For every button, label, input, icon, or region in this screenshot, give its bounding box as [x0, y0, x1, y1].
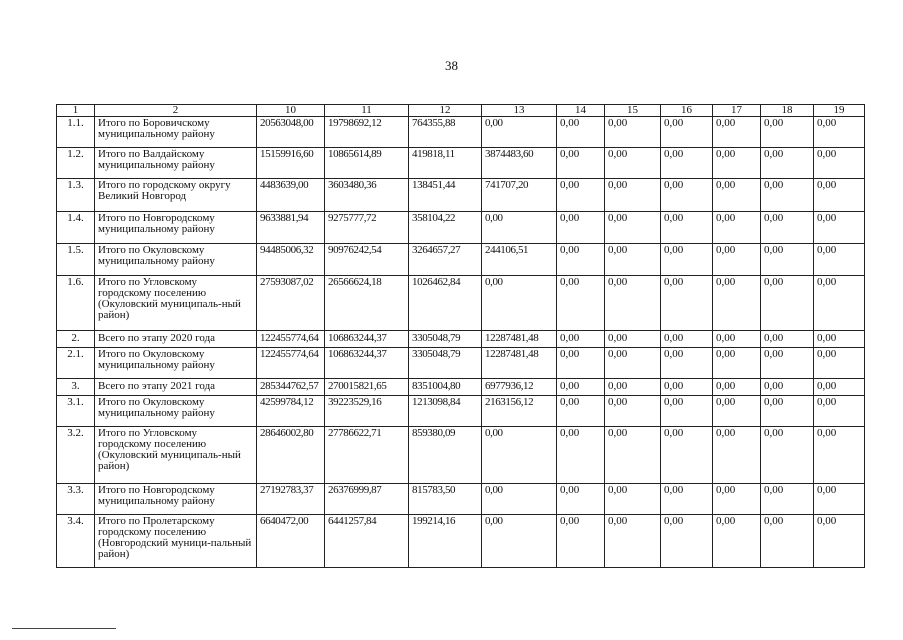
value-cell: 0,00: [761, 331, 814, 348]
row-number: 1.1.: [57, 117, 95, 148]
value-cell: 0,00: [661, 148, 713, 179]
value-cell: 90976242,54: [325, 244, 409, 276]
header-cell: 11: [325, 105, 409, 117]
value-cell: 0,00: [605, 331, 661, 348]
value-cell: 106863244,37: [325, 331, 409, 348]
value-cell: 9275777,72: [325, 212, 409, 244]
value-cell: 6640472,00: [257, 515, 325, 568]
value-cell: 3305048,79: [409, 348, 482, 379]
value-cell: 358104,22: [409, 212, 482, 244]
value-cell: 106863244,37: [325, 348, 409, 379]
value-cell: 0,00: [761, 515, 814, 568]
value-cell: 0,00: [557, 117, 605, 148]
value-cell: 0,00: [814, 276, 865, 331]
value-cell: 0,00: [761, 117, 814, 148]
value-cell: 0,00: [605, 212, 661, 244]
value-cell: 28646002,80: [257, 427, 325, 484]
row-name: Всего по этапу 2021 года: [95, 379, 257, 396]
value-cell: 0,00: [661, 396, 713, 427]
value-cell: 0,00: [761, 179, 814, 212]
value-cell: 0,00: [482, 276, 557, 331]
value-cell: 0,00: [661, 484, 713, 515]
row-name: Итого по Валдайскому муниципальному району: [95, 148, 257, 179]
value-cell: 27192783,37: [257, 484, 325, 515]
header-cell: 19: [814, 105, 865, 117]
value-cell: 27593087,02: [257, 276, 325, 331]
value-cell: 0,00: [605, 148, 661, 179]
value-cell: 0,00: [661, 244, 713, 276]
header-cell: 2: [95, 105, 257, 117]
value-cell: 0,00: [761, 427, 814, 484]
value-cell: 0,00: [557, 379, 605, 396]
value-cell: 9633881,94: [257, 212, 325, 244]
value-cell: 0,00: [661, 348, 713, 379]
value-cell: 0,00: [605, 484, 661, 515]
row-name: Итого по Окуловскому муниципальному району: [95, 396, 257, 427]
value-cell: 27786622,71: [325, 427, 409, 484]
value-cell: 0,00: [482, 484, 557, 515]
value-cell: 0,00: [761, 348, 814, 379]
value-cell: 0,00: [713, 379, 761, 396]
value-cell: 0,00: [713, 276, 761, 331]
table-row: [57, 484, 865, 515]
value-cell: 6441257,84: [325, 515, 409, 568]
page-number: 38: [445, 58, 458, 73]
value-cell: 0,00: [661, 212, 713, 244]
data-table: [56, 104, 865, 568]
value-cell: 0,00: [713, 179, 761, 212]
value-cell: 0,00: [761, 212, 814, 244]
value-cell: 0,00: [713, 396, 761, 427]
table-row: [57, 179, 865, 212]
table-row: [57, 212, 865, 244]
value-cell: 199214,16: [409, 515, 482, 568]
row-number: 3.3.: [57, 484, 95, 515]
value-cell: 12287481,48: [482, 331, 557, 348]
value-cell: 12287481,48: [482, 348, 557, 379]
table-row: [57, 379, 865, 396]
row-number: 2.1.: [57, 348, 95, 379]
value-cell: 138451,44: [409, 179, 482, 212]
value-cell: 2163156,12: [482, 396, 557, 427]
row-name: Итого по Угловскому городскому поселению (Окуловский муниципаль-ный район): [95, 276, 257, 331]
value-cell: 0,00: [814, 212, 865, 244]
value-cell: 0,00: [713, 331, 761, 348]
row-name: Итого по Новгородскому муниципальному району: [95, 484, 257, 515]
row-name: Итого по Окуловскому муниципальному району: [95, 244, 257, 276]
value-cell: 0,00: [713, 484, 761, 515]
row-name: Итого по городскому округу Великий Новгород: [95, 179, 257, 212]
value-cell: 0,00: [814, 427, 865, 484]
row-name: Итого по Пролетарскому городскому поселению (Новгородский муници-пальный район): [95, 515, 257, 568]
value-cell: 244106,51: [482, 244, 557, 276]
value-cell: 0,00: [605, 427, 661, 484]
value-cell: 815783,50: [409, 484, 482, 515]
value-cell: 0,00: [814, 348, 865, 379]
row-number: 3.: [57, 379, 95, 396]
header-cell: 16: [661, 105, 713, 117]
row-name: Итого по Окуловскому муниципальному району: [95, 348, 257, 379]
value-cell: 0,00: [605, 396, 661, 427]
value-cell: 0,00: [761, 484, 814, 515]
value-cell: 94485006,32: [257, 244, 325, 276]
row-name: Итого по Боровичскому муниципальному району: [95, 117, 257, 148]
value-cell: 3264657,27: [409, 244, 482, 276]
value-cell: 1213098,84: [409, 396, 482, 427]
value-cell: 26566624,18: [325, 276, 409, 331]
value-cell: 0,00: [605, 379, 661, 396]
value-cell: 0,00: [661, 179, 713, 212]
value-cell: 0,00: [482, 515, 557, 568]
value-cell: 0,00: [814, 484, 865, 515]
row-name: Всего по этапу 2020 года: [95, 331, 257, 348]
row-number: 1.3.: [57, 179, 95, 212]
value-cell: 39223529,16: [325, 396, 409, 427]
value-cell: 0,00: [814, 515, 865, 568]
value-cell: 0,00: [557, 427, 605, 484]
value-cell: 859380,09: [409, 427, 482, 484]
value-cell: 3874483,60: [482, 148, 557, 179]
header-cell: 14: [557, 105, 605, 117]
value-cell: 0,00: [482, 117, 557, 148]
value-cell: 0,00: [761, 396, 814, 427]
value-cell: 0,00: [713, 117, 761, 148]
value-cell: 0,00: [605, 117, 661, 148]
value-cell: 0,00: [557, 515, 605, 568]
table-row: [57, 148, 865, 179]
table-row: [57, 427, 865, 484]
value-cell: 0,00: [557, 179, 605, 212]
value-cell: 0,00: [482, 212, 557, 244]
value-cell: 26376999,87: [325, 484, 409, 515]
value-cell: 285344762,57: [257, 379, 325, 396]
value-cell: 0,00: [814, 117, 865, 148]
value-cell: 3603480,36: [325, 179, 409, 212]
value-cell: 0,00: [661, 515, 713, 568]
table-row: [57, 117, 865, 148]
table-row: [57, 276, 865, 331]
row-number: 1.4.: [57, 212, 95, 244]
value-cell: 0,00: [814, 379, 865, 396]
row-number: 1.2.: [57, 148, 95, 179]
header-cell: 1: [57, 105, 95, 117]
value-cell: 3305048,79: [409, 331, 482, 348]
value-cell: 0,00: [661, 276, 713, 331]
header-cell: 15: [605, 105, 661, 117]
row-number: 3.2.: [57, 427, 95, 484]
value-cell: 0,00: [761, 148, 814, 179]
row-number: 1.6.: [57, 276, 95, 331]
value-cell: 0,00: [814, 331, 865, 348]
value-cell: 0,00: [713, 244, 761, 276]
header-cell: 17: [713, 105, 761, 117]
header-cell: 10: [257, 105, 325, 117]
value-cell: 0,00: [557, 331, 605, 348]
value-cell: 0,00: [605, 515, 661, 568]
value-cell: 10865614,89: [325, 148, 409, 179]
value-cell: 0,00: [605, 179, 661, 212]
value-cell: 0,00: [661, 331, 713, 348]
value-cell: 0,00: [661, 117, 713, 148]
value-cell: 0,00: [713, 515, 761, 568]
value-cell: 0,00: [557, 244, 605, 276]
value-cell: 0,00: [557, 148, 605, 179]
value-cell: 419818,11: [409, 148, 482, 179]
header-cell: 13: [482, 105, 557, 117]
value-cell: 19798692,12: [325, 117, 409, 148]
value-cell: 0,00: [605, 276, 661, 331]
value-cell: 42599784,12: [257, 396, 325, 427]
value-cell: 0,00: [814, 244, 865, 276]
value-cell: 15159916,60: [257, 148, 325, 179]
value-cell: 0,00: [482, 427, 557, 484]
table-row: [57, 244, 865, 276]
value-cell: 122455774,64: [257, 348, 325, 379]
value-cell: 0,00: [713, 427, 761, 484]
value-cell: 4483639,00: [257, 179, 325, 212]
value-cell: 1026462,84: [409, 276, 482, 331]
value-cell: 0,00: [557, 348, 605, 379]
value-cell: 122455774,64: [257, 331, 325, 348]
value-cell: 0,00: [557, 484, 605, 515]
table-row: [57, 348, 865, 379]
value-cell: 0,00: [605, 348, 661, 379]
row-number: 3.4.: [57, 515, 95, 568]
header-cell: 12: [409, 105, 482, 117]
row-number: 1.5.: [57, 244, 95, 276]
table-row: [57, 515, 865, 568]
footnote-separator: [12, 628, 116, 629]
value-cell: 0,00: [761, 276, 814, 331]
table-row: [57, 396, 865, 427]
value-cell: 0,00: [557, 396, 605, 427]
row-name: Итого по Угловскому городскому поселению (Окуловский муниципаль-ный район): [95, 427, 257, 484]
value-cell: 0,00: [661, 427, 713, 484]
value-cell: 0,00: [814, 396, 865, 427]
value-cell: 0,00: [761, 379, 814, 396]
value-cell: 764355,88: [409, 117, 482, 148]
value-cell: 0,00: [814, 148, 865, 179]
value-cell: 0,00: [814, 179, 865, 212]
value-cell: 0,00: [605, 244, 661, 276]
row-name: Итого по Новгородскому муниципальному району: [95, 212, 257, 244]
header-cell: 18: [761, 105, 814, 117]
value-cell: 20563048,00: [257, 117, 325, 148]
table-row: [57, 331, 865, 348]
value-cell: 0,00: [713, 148, 761, 179]
value-cell: 741707,20: [482, 179, 557, 212]
value-cell: 0,00: [557, 212, 605, 244]
value-cell: 0,00: [557, 276, 605, 331]
row-number: 2.: [57, 331, 95, 348]
value-cell: 8351004,80: [409, 379, 482, 396]
value-cell: 270015821,65: [325, 379, 409, 396]
value-cell: 0,00: [661, 379, 713, 396]
value-cell: 6977936,12: [482, 379, 557, 396]
value-cell: 0,00: [761, 244, 814, 276]
value-cell: 0,00: [713, 348, 761, 379]
row-number: 3.1.: [57, 396, 95, 427]
header-row: [57, 105, 865, 117]
value-cell: 0,00: [713, 212, 761, 244]
